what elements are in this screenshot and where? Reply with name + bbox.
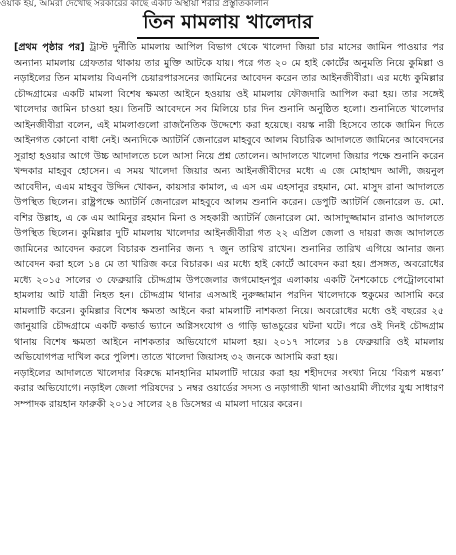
article-paragraph (14, 40, 444, 366)
article-body (14, 40, 444, 552)
article-headline: তিন মামলায় খালেদার (137, 10, 319, 39)
paragraph-text: নড়াইলের আদালতে খালেদার বিরুদ্ধে মানহানির মামলাটি দায়ের করা হয় শহীদদের সংখ্যা নিয়ে ‘বিরূপ মন্তব্য’ করার অভিযোগে। নড়াইল জেলা পরিষদের ১ নম্বর ওয়ার্ডের সদস্য ও নড়াগাতী থানা আওয়ামী লীগের যুগ্ম সাধারণ সম্পাদক রায়হান ফারুকী ২০১৫ সালের ২৪ ডিসেম্বর এ মামলা দায়ের করেন। (14, 367, 444, 410)
clipped-previous-line: ওয়ার্ক হয়, আমরা দেখেছি সরকারের কাছে একটি অস্থায়ী শরীর প্রস্তুতিকালীন (0, 0, 269, 8)
continuation-lead: [প্রথম পৃষ্ঠার পর] (14, 42, 85, 53)
headline-container (0, 10, 456, 39)
paragraph-text: ট্রাস্ট দুর্নীতি মামলায় আপিল বিভাগ থেকে খালেদা জিয়া চার মাসের জামিন পাওয়ার পর অন্যান্য মামলায় গ্রেফতার থাকায় তার মুক্তি আটকে যায়। পরে গত ২০ মে হাই কোর্টের অনুমতি নিয়ে কুমিল্লা ও নড়াইলের তিন মামলায় বিএনপি চেয়ারপারসনের জামিনের আবেদন করেন তার আইনজীবীরা। এর মধ্যে কুমিল্লার চৌদ্দগ্রামের একটি মামলা বিশেষ ক্ষমতা আইনে হওয়ায় ওই মামলায় ফৌজদারি আপিল করা হয়। তার সঙ্গেই খালেদার জামিন চাওয়া হয়। তিনটি আবেদনে সব মিলিয়ে চার দিন শুনানি অনুষ্ঠিত হলো। শুনানিতে খালেদার আইনজীবীরা বলেন, এই মামলাগুলো রাজনৈতিক উদ্দেশ্যে করা হয়েছে। বয়স্ক নারী হিসেবে তাকে জামিন দিতে আইনগত কোনো বাধা নেই। অন্যদিকে অ্যাটর্নি জেনারেল মাহবুবে আলম বিচারিক আদালতে জামিনের আবেদনের সুরাহা হওয়ার আগে উচ্চ আদালতে চলে আসা নিয়ে প্রশ্ন তোলেন। আদালতে খালেদা জিয়ার পক্ষে শুনানি করেন খন্দকার মাহবুব হোসেন। এ সময় খালেদা জিয়ার অন্য আইনজীবীদের মধ্যে এ জে মোহাম্মদ আলী, জয়নুল আবেদীন, এএম মাহবুব উদ্দিন খোকন, কায়সার কামাল, এ এস এম এহসানুর রহমান, মো. মাসুদ রানা আদালতে উপস্থিত ছিলেন। রাষ্ট্রপক্ষে অ্যাটর্নি জেনারেল মাহবুবে আলম শুনানি করেন। ডেপুটি অ্যাটর্নি জেনারেল ড. মো. বশির উল্লাহ, এ কে এম আমিনুর রহমান মিনা ও সহকারী অ্যাটর্নি জেনারেল মো. আসাদুজ্জামান রানাও আদালতে উপস্থিত ছিলেন। কুমিল্লার দুটি মামলায় খালেদার আইনজীবীরা গত ২২ এপ্রিল জেলা ও দায়রা জজ আদালতে জামিনের আবেদন করলে বিচারক শুনানির জন্য ৭ জুন তারিখ রাখেন। শুনানির তারিখ এগিয়ে আনার জন্য আবেদন করা হলে ১৪ মে তা খারিজ করে বিচারক। এর মধ্যে হাই কোর্টে আবেদন করা হয়। প্রসঙ্গত, অবরোধের মধ্যে ২০১৫ সালের ৩ ফেব্রুয়ারি চৌদ্দগ্রাম উপজেলার জগমোহনপুর এলাকায় একটি নৈশকোচে পেট্রোলবোমা হামলায় আট যাত্রী নিহত হন। চৌদ্দগ্রাম থানার এসআই নুরুজ্জামান পরদিন খালেদাকে হুকুমের আসামি করে মামলাটি করেন। কুমিল্লার বিশেষ ক্ষমতা আইনে করা মামলাটি নাশকতা নিয়ে। অবরোধের মধ্যে ওই বছরের ২৫ জানুয়ারি চৌদ্দগ্রামে একটি কভার্ড ভ্যানে অগ্নিসংযোগ ও গাড়ি ভাঙচুরের ঘটনা ঘটে। পরে ওই দিনই চৌদ্দগ্রাম থানায় বিশেষ ক্ষমতা আইনে নাশকতার অভিযোগে মামলা হয়। ২০১৭ সালের ১৪ ফেব্রুয়ারি ওই মামলায় অভিযোগপত্র দাখিল করে পুলিশ। তাতে খালেদা জিয়াসহ ৩২ জনকে আসামি করা হয়। (14, 42, 444, 363)
article-paragraph (14, 366, 444, 413)
